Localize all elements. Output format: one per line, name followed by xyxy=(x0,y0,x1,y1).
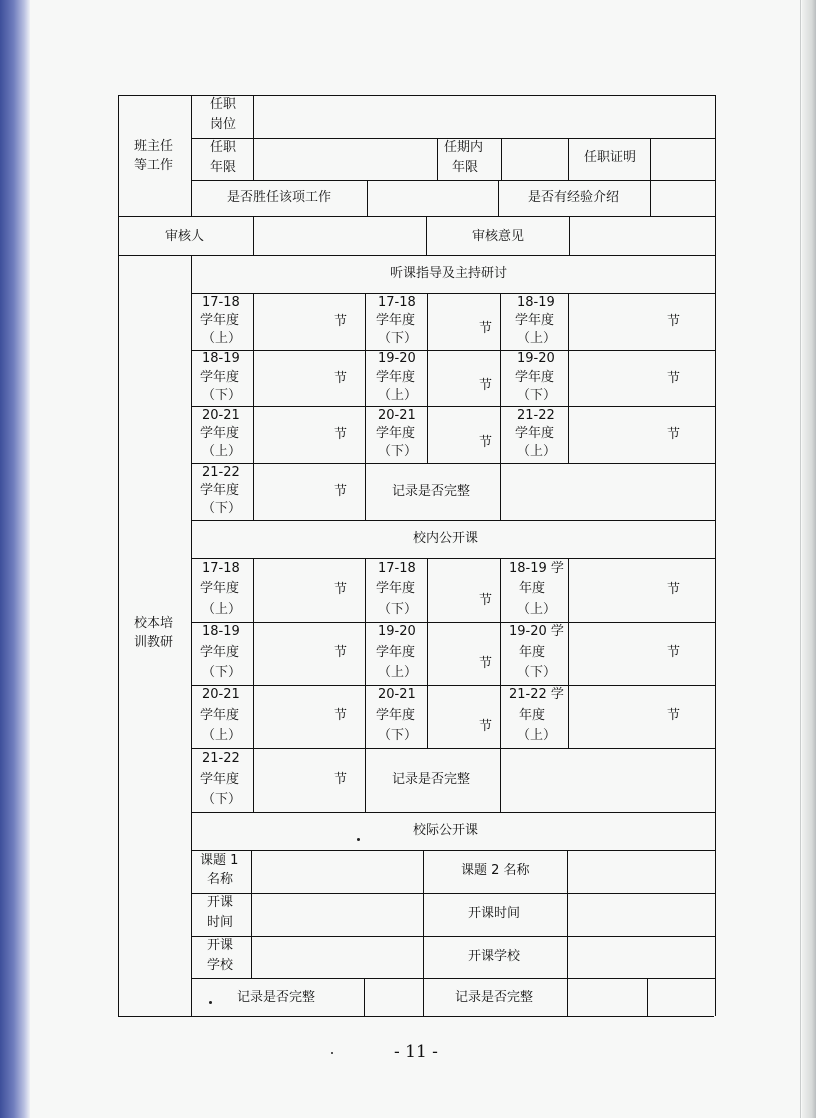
unit-label: 节 xyxy=(334,645,348,660)
document-page: 班主任 等工作 任职 岗位 任职 年限 任期内 年限 任职证明 是否胜任该项工作 是否有经验介绍 审核人 审核意见 校本培 训教研 听课指导及主持研讨 17-18 学年度 （上） 节 17-18 学年度 （下） 节 18-19 学年度 （上） 节 18-19 学年度 （下） 节 19-20 学年度 （上） 节 19-20 学年度 （下） 节 20-21 学年度 （上） 节 20-21 学年度 （下） 节 21-22 学年度 （上） 节 21-22 学年度 （下） 节 记录是否完整 校内公开课 17-18 学年度 （上） 节 17-18 学年度 （下） 节 18-19 学 年度 （上） 节 18-19 学年度 （下） 节 19-20 学年度 （上） 节 19-20 学 年度 （下） 节 20-21 学年度 （上） 节 20-21 学年度 （下） 节 21-22 学 年度 （上） 节 21-22 学年度 （下） 节 记录是否完整 校际公开课 课题 1 名称 课题 2 名称 开课 时间 开课时间 开课 学校 开课学校 记录是否完整 记录是否完整 - 11 - xyxy=(0,0,816,1118)
term-label-line1: 任职 xyxy=(210,140,237,155)
unit-label: 节 xyxy=(667,371,681,386)
unit-label: 节 xyxy=(667,708,681,723)
section1-header-line1: 班主任 xyxy=(134,139,174,154)
unit-label: 节 xyxy=(479,378,493,393)
school-label-line1: 开课 xyxy=(207,938,234,953)
term-label-line2: 年限 xyxy=(210,160,237,175)
experience-label: 是否有经验介绍 xyxy=(528,190,620,205)
section1-header-line2: 等工作 xyxy=(134,158,174,173)
post-label-line1: 任职 xyxy=(210,97,237,112)
record2-label: 记录是否完整 xyxy=(455,990,534,1005)
competent-label: 是否胜任该项工作 xyxy=(227,190,332,205)
record-complete-label: 记录是否完整 xyxy=(392,484,471,499)
school-open-title: 校内公开课 xyxy=(413,531,479,546)
unit-label: 节 xyxy=(479,656,493,671)
unit-label: 节 xyxy=(334,314,348,329)
unit-label: 节 xyxy=(334,371,348,386)
time-label-line2: 时间 xyxy=(207,915,234,930)
review-opinion-label: 审核意见 xyxy=(472,229,525,244)
reviewer-label: 审核人 xyxy=(165,229,205,244)
unit-label: 节 xyxy=(479,719,493,734)
post-label-line2: 岗位 xyxy=(210,117,237,132)
school2-label: 开课学校 xyxy=(468,949,521,964)
record1-label: 记录是否完整 xyxy=(237,990,316,1005)
unit-label: 节 xyxy=(479,321,493,336)
record-complete-label: 记录是否完整 xyxy=(392,772,471,787)
unit-label: 节 xyxy=(334,484,348,499)
unit-label: 节 xyxy=(667,582,681,597)
topic1-label-line1: 课题 1 xyxy=(200,853,239,868)
school-label-line2: 学校 xyxy=(207,958,234,973)
page-number: - 11 - xyxy=(394,1042,438,1062)
certificate-label: 任职证明 xyxy=(584,150,637,165)
unit-label: 节 xyxy=(334,427,348,442)
unit-label: 节 xyxy=(667,645,681,660)
term-inside-label-line1: 任期内 xyxy=(444,140,484,155)
unit-label: 节 xyxy=(334,772,348,787)
topic2-label: 课题 2 名称 xyxy=(461,863,530,878)
unit-label: 节 xyxy=(479,593,493,608)
unit-label: 节 xyxy=(667,314,681,329)
section2-header-line2: 训教研 xyxy=(134,635,174,650)
inter-school-title: 校际公开课 xyxy=(413,823,479,838)
unit-label: 节 xyxy=(667,427,681,442)
unit-label: 节 xyxy=(334,708,348,723)
unit-label: 节 xyxy=(479,435,493,450)
topic1-label-line2: 名称 xyxy=(207,872,234,887)
unit-label: 节 xyxy=(334,582,348,597)
time-label-line1: 开课 xyxy=(207,895,234,910)
section2-header-line1: 校本培 xyxy=(134,616,174,631)
listen-title: 听课指导及主持研讨 xyxy=(390,266,508,281)
term-inside-label-line2: 年限 xyxy=(452,160,479,175)
time2-label: 开课时间 xyxy=(468,906,521,921)
